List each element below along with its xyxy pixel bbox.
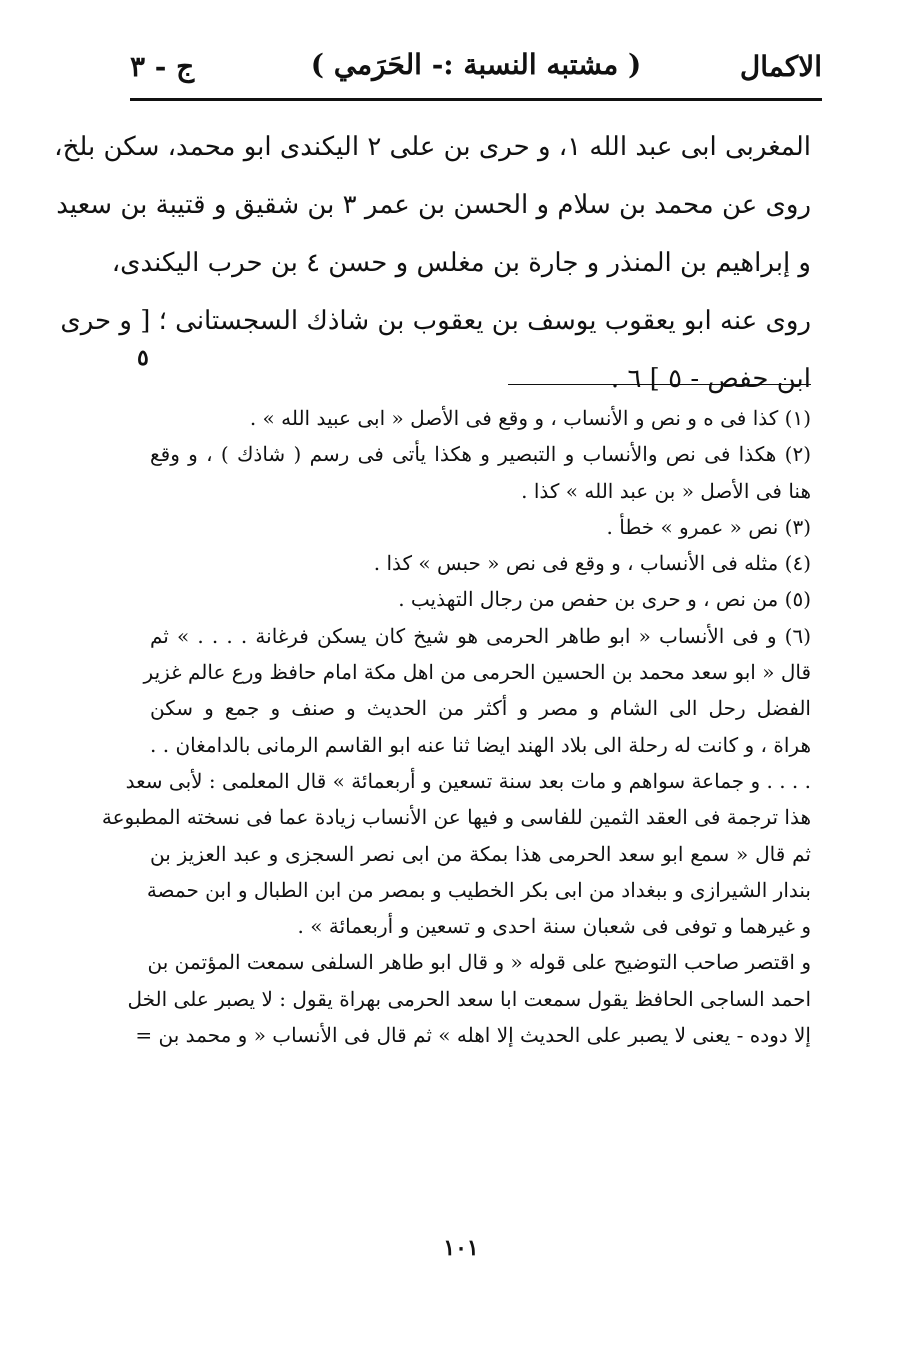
footnote-line: (١) كذا فى ه و نص و الأنساب ، و وقع فى الأصل « ابى عبيد الله » . — [249, 406, 811, 430]
footnote-line: قال « ابو سعد محمد بن الحسين الحرمى من اهل مكة امام حافظ ورع عالم غزير — [143, 660, 811, 685]
section-title: ( مشتبه النسبة :- الحَرَمي ) — [310, 48, 642, 81]
main-text — [54, 118, 811, 408]
footnote-line: . . . . و جماعة سواهم و مات بعد سنة تسعين و أربعمائة » قال المعلمى : لأبى سعد — [125, 768, 811, 793]
footnote-rule — [508, 384, 811, 385]
footnote-line: هذا ترجمة فى العقد الثمين للفاسى و فيها عن الأنساب زيادة عما فى نسخته المطبوعة — [101, 805, 811, 830]
footnote-line: و غيرهما و توفى فى شعبان سنة احدى و تسعين و أربعمائة » . — [297, 914, 811, 939]
footnote-line: هراة ، و كانت له رحلة الى بلاد الهند ايضا ثنا عنه ابو القاسم الرمانى بالدامغان . . — [150, 732, 811, 757]
footnotes — [101, 400, 811, 1053]
main-text-line: روى عنه ابو يعقوب يوسف بن يعقوب بن شاذك السجستانى ؛ [ و حرى — [60, 306, 811, 336]
main-text-line: ابن حفص - ٥ ] ٦ . — [610, 364, 811, 394]
running-header — [130, 42, 822, 94]
main-text-line: المغربى ابى عبد الله ١، و حرى بن على ٢ اليكندى ابو محمد، سكن بلخ، — [54, 132, 811, 162]
footnote-line: إلا دوده - يعنى لا يصبر على الحديث إلا اهله » ثم قال فى الأنساب « و محمد بن = — [135, 1023, 811, 1048]
footnote-line: (٣) نص « عمرو » خطأ . — [606, 514, 811, 539]
footnote-line: (٢) هكذا فى نص والأنساب و التبصير و هكذا يأتى فى رسم ( شاذك ) ، و وقع — [150, 442, 811, 467]
footnote-line: ثم قال « سمع ابو سعد الحرمى هذا بمكة من ابى نصر السجزى و عبد العزيز بن — [150, 841, 811, 866]
footnote-line: (٤) مثله فى الأنساب ، و وقع فى نص « حبس » كذا . — [373, 551, 811, 576]
footnote-line: احمد الساجى الحافظ يقول سمعت ابا سعد الحرمى بهراة يقول : لا يصبر على الخل — [127, 986, 811, 1011]
margin-line-number: ٥ — [137, 345, 149, 371]
footnote-line: و اقتصر صاحب التوضيح على قوله « و قال ابو طاهر السلفى سمعت المؤتمن بن — [147, 950, 811, 975]
main-text-line: و إبراهيم بن المنذر و جارة بن مغلس و حسن ٤ بن حرب اليكندى، — [111, 248, 811, 278]
page-number: ١٠١ — [443, 1235, 479, 1261]
footnote-line: (٥) من نص ، و حرى بن حفص من رجال التهذيب . — [398, 587, 811, 612]
footnote-line: بندار الشيرازى و ببغداد من ابى بكر الخطيب و بمصر من ابن الطبال و ابن حمصة — [146, 877, 811, 902]
footnote-line: الفضل رحل الى الشام و مصر و أكثر من الحديث و صنف و جمع و سكن — [150, 696, 811, 721]
footnote-line: (٦) و فى الأنساب « ابو طاهر الحرمى هو شيخ كان يسكن فرغانة . . . . » ثم — [150, 623, 811, 648]
volume-label: ج - ٣ — [130, 50, 195, 83]
book-title: الاكمال — [739, 50, 822, 83]
main-text-line: روى عن محمد بن سلام و الحسن بن عمر ٣ بن شقيق و قتيبة بن سعيد — [56, 190, 811, 220]
header-rule — [130, 98, 822, 101]
footnote-line: هنا فى الأصل « بن عبد الله » كذا . — [521, 478, 811, 503]
